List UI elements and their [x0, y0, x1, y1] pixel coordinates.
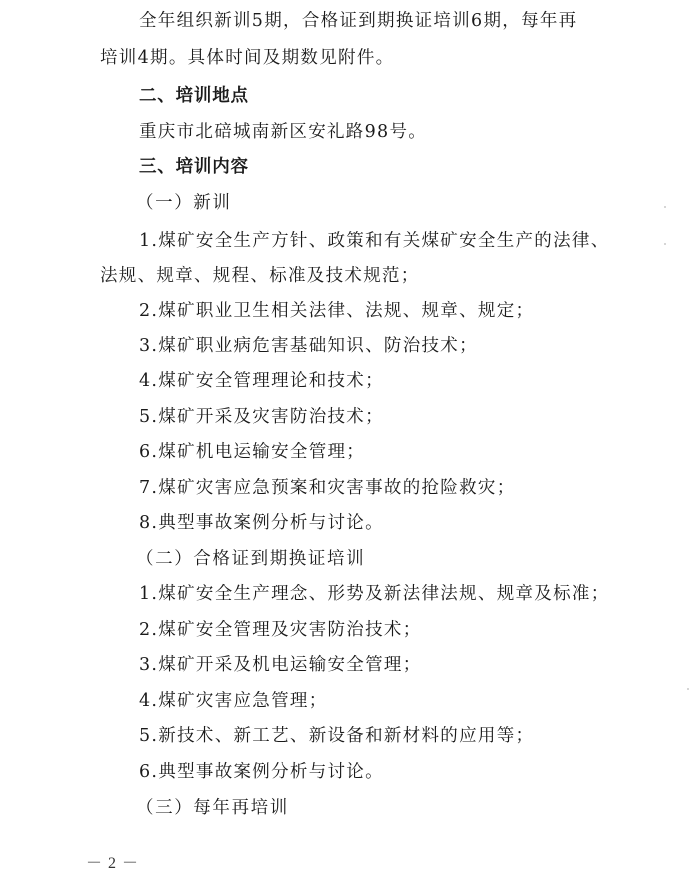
section-heading-content: 三、培训内容 — [139, 157, 249, 177]
scan-speck — [687, 688, 689, 690]
list-item: 4.煤矿灾害应急管理； — [139, 691, 328, 711]
subsection-heading-annual-retraining: （三）每年再培训 — [136, 798, 289, 818]
subsection-heading-new-training: （一）新训 — [136, 193, 232, 213]
paragraph-line: 全年组织新训5期，合格证到期换证培训6期，每年再 — [139, 11, 578, 31]
list-item-continuation: 法规、规章、规程、标准及技术规范； — [100, 266, 420, 286]
list-item: 5.新技术、新工艺、新设备和新材料的应用等； — [139, 726, 535, 746]
list-item: 6.煤矿机电运输安全管理； — [139, 442, 366, 462]
list-item: 5.煤矿开采及灾害防治技术； — [139, 407, 384, 427]
subsection-heading-renewal-training: （二）合格证到期换证培训 — [136, 549, 366, 569]
scan-speck — [664, 243, 666, 245]
list-item: 1.煤矿安全生产理念、形势及新法律法规、规章及标准； — [139, 584, 610, 604]
list-item: 3.煤矿职业病危害基础知识、防治技术； — [139, 336, 478, 356]
scan-speck — [664, 206, 666, 208]
list-item: 3.煤矿开采及机电运输安全管理； — [139, 655, 422, 675]
list-item: 2.煤矿安全管理及灾害防治技术； — [139, 620, 422, 640]
list-item: 6.典型事故案例分析与讨论。 — [139, 762, 384, 782]
list-item: 7.煤矿灾害应急预案和灾害事故的抢险救灾； — [139, 478, 516, 498]
list-item: 2.煤矿职业卫生相关法律、法规、规章、规定； — [139, 301, 535, 321]
list-item: 1.煤矿安全生产方针、政策和有关煤矿安全生产的法律、 — [139, 231, 610, 251]
paragraph-line: 培训4期。具体时间及期数见附件。 — [100, 48, 395, 68]
paragraph-line: 重庆市北碚城南新区安礼路98号。 — [139, 122, 428, 142]
page-number: － 2 － — [86, 855, 140, 872]
section-heading-location: 二、培训地点 — [139, 86, 249, 106]
list-item: 4.煤矿安全管理理论和技术； — [139, 371, 384, 391]
list-item: 8.典型事故案例分析与讨论。 — [139, 513, 384, 533]
